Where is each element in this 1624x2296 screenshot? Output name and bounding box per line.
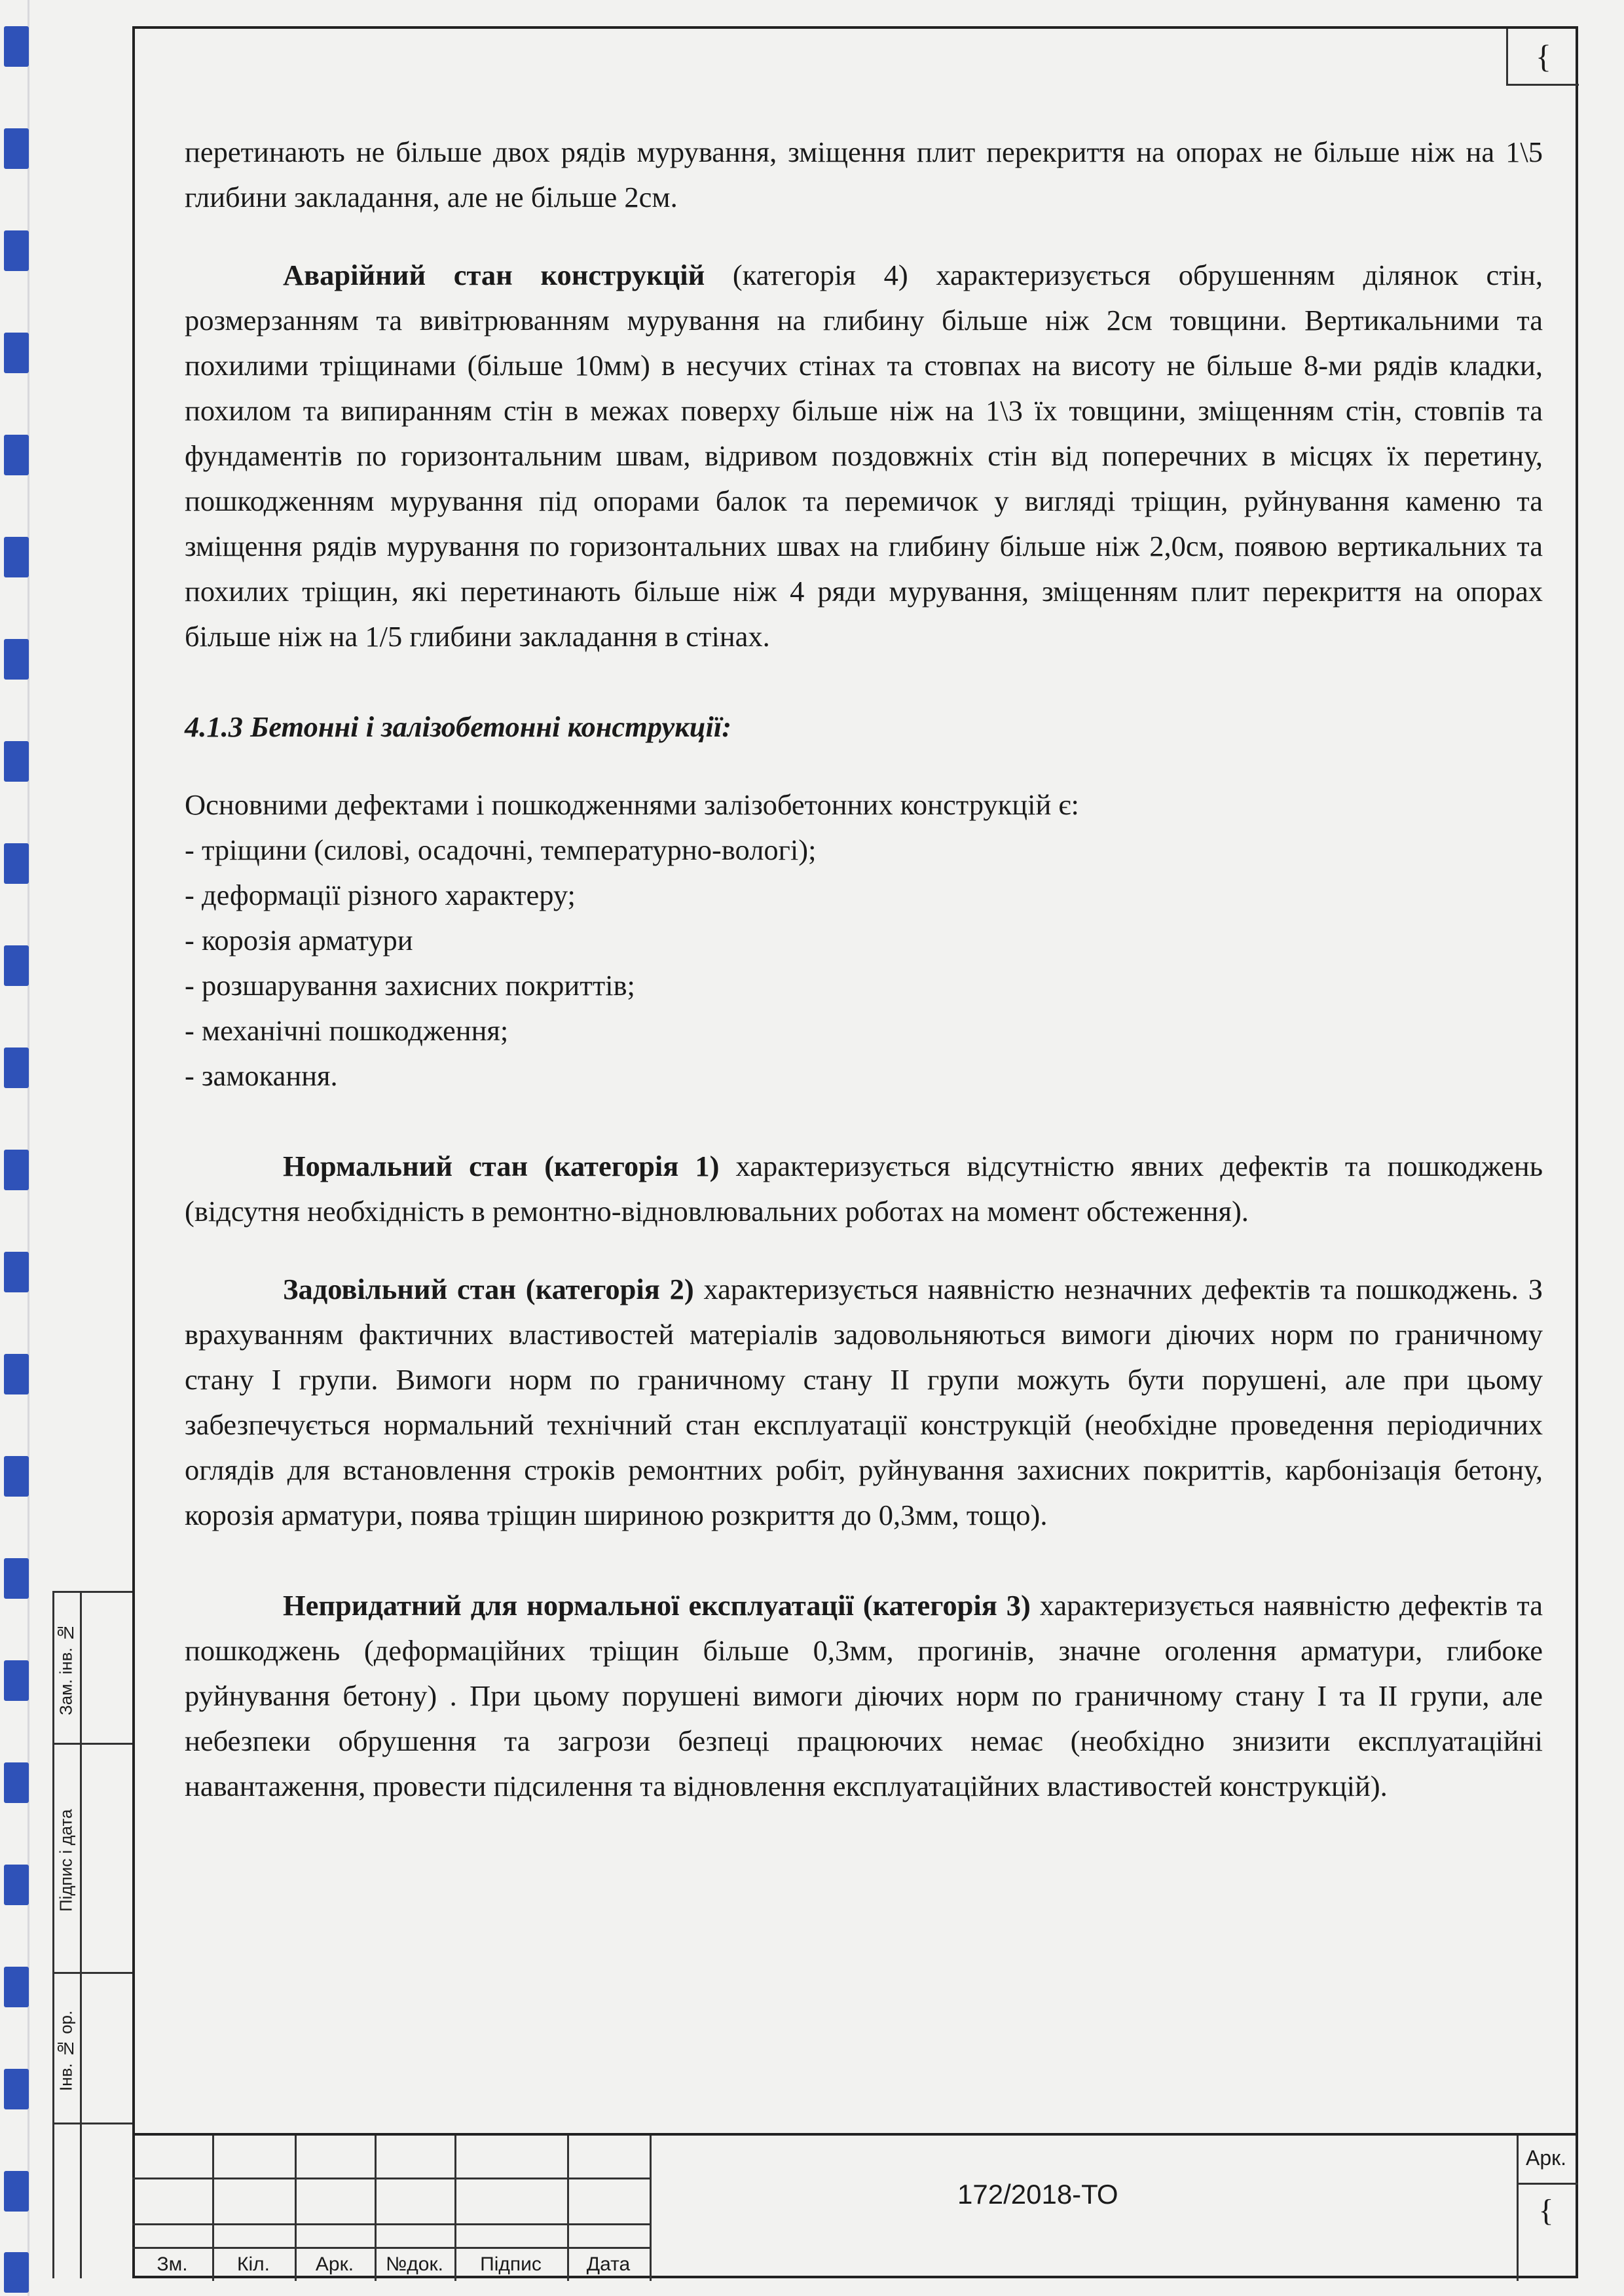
binding-tab	[4, 537, 29, 577]
side-label-signature-date: Підпис і дата	[56, 1809, 76, 1912]
side-strip-line	[52, 1972, 132, 1974]
binding-tab	[4, 128, 29, 169]
stamp-col-sheet: Арк.	[315, 2253, 354, 2275]
binding-tab	[4, 945, 29, 986]
paragraph-text: (категорія 4) характеризується обрушенням ділянок стін, розмерзанням та вивітрюванням мурування на глибину більше ніж 2см товщини. Вертикальними та похилими тріщинами (більше 10мм) в несучих стінах та стовпах на висоту не більше 8-ми рядів кладки, похилом та випиранням стін в межах поверху більше ніж на 1\3 їх товщини, зміщенням стін, стовпів та фундаментів по горизонтальним швам, відривом поздовжніх стін від поперечних в місцях їх перетину, пошкодженням мурування під опорами балок та перемичок у вигляді тріщин, руйнування каменю та зміщення рядів мурування по горизонтальних швах на глибину більше ніж 2,0см, появою вертикальних та похилих тріщин, які перетинають більше ніж 4 ряди мурування, зміщенням плит перекриття на опорах більше ніж на 1/5 глибини закладання в стінах.	[185, 259, 1543, 653]
list-item: - механічні пошкодження;	[185, 1014, 509, 1047]
stamp-col-doc: №док.	[386, 2253, 443, 2275]
binding-tab	[4, 1150, 29, 1190]
binding-tab	[4, 1456, 29, 1497]
document-body	[185, 130, 1543, 1809]
binding-tab	[4, 1354, 29, 1394]
stamp-line	[650, 2136, 652, 2281]
term-normal-state: Нормальний стан (категорія 1)	[283, 1150, 720, 1182]
stamp-line	[132, 2247, 650, 2249]
list-item: - корозія арматури	[185, 924, 413, 957]
paragraph-text: характеризується відсутністю явних дефектів та пошкоджень (відсутня необхідність в ремонтно-відновлювальних роботах на момент обстеження).	[185, 1150, 1543, 1228]
stamp-line	[132, 2223, 650, 2225]
section-heading: 4.1.3 Бетонні і залізобетонні конструкції:	[185, 710, 732, 743]
defects-intro: Основними дефектами і пошкодженнями залізобетонних конструкцій є:	[185, 788, 1079, 821]
title-block	[132, 2133, 1578, 2281]
term-unfit-state: Непридатний для нормальної експлуатації (категорія 3)	[283, 1589, 1031, 1622]
binding-tab	[4, 2069, 29, 2109]
binding-tab	[4, 26, 29, 67]
binding-tab	[4, 333, 29, 373]
binding-tab	[4, 741, 29, 782]
term-satisfactory-state: Задовільний стан (категорія 2)	[283, 1273, 694, 1305]
document-number: 172/2018-ТО	[957, 2179, 1118, 2210]
binding-tab	[4, 1558, 29, 1599]
page-corner-mark: {	[1506, 29, 1579, 86]
stamp-col-signature: Підпис	[480, 2253, 542, 2275]
list-item: - тріщини (силові, осадочні, температурно-вологі);	[185, 833, 817, 866]
binding-tab	[4, 1967, 29, 2007]
binding-tab	[4, 2171, 29, 2212]
side-label-replacement-inventory: Зам. інв. №	[56, 1623, 76, 1716]
sheet-number: {	[1538, 2193, 1554, 2228]
side-strip-line	[52, 1743, 132, 1745]
binding-tab	[4, 843, 29, 884]
stamp-col-change: Зм.	[157, 2253, 188, 2275]
binding-tab	[4, 435, 29, 475]
binding-tab	[4, 1048, 29, 1088]
side-strip-line	[52, 2123, 132, 2124]
stamp-col-date: Дата	[586, 2253, 631, 2275]
paragraph-normal-state	[185, 1144, 1543, 1234]
paragraph-satisfactory-state	[185, 1267, 1543, 1538]
paragraph-text: характеризується наявністю незначних дефектів та пошкоджень. З врахуванням фактичних властивостей матеріалів задовольняються вимоги діючих норм по граничному стану І групи. Вимоги норм по граничному стану ІІ групи можуть бути порушені, але при цьому забезпечується нормальний технічний стан експлуатації конструкцій (необхідне проведення періодичних оглядів для встановлення строків ремонтних робіт, руйнування захисних покриттів, карбонізація бетону, корозія арматури, поява тріщин шириною розкриття до 0,3мм, тощо).	[185, 1273, 1543, 1531]
paragraph-continuation: перетинають не більше двох рядів мурування, зміщення плит перекриття на опорах не більше ніж на 1\5 глибини закладання, але не більше 2см.	[185, 136, 1543, 213]
binding-tab	[4, 230, 29, 271]
list-item: - деформації різного характеру;	[185, 879, 576, 911]
binding-tab	[4, 1762, 29, 1803]
binding-tab	[4, 1660, 29, 1701]
spiral-binding	[0, 0, 39, 2296]
list-item: - замокання.	[185, 1059, 338, 1092]
stamp-line	[132, 2178, 650, 2179]
term-emergency-state: Аварійний стан конструкцій	[283, 259, 705, 291]
list-item: - розшарування захисних покриттів;	[185, 969, 635, 1002]
binding-tab	[4, 1865, 29, 1905]
binding-tab	[4, 2252, 29, 2293]
stamp-col-count: Кіл.	[237, 2253, 270, 2275]
binding-tab	[4, 639, 29, 680]
side-strip-line	[80, 1591, 82, 2278]
side-strip-line	[52, 1591, 132, 1593]
paragraph-emergency-state	[185, 253, 1543, 659]
binding-tab	[4, 1252, 29, 1292]
paragraph-text: характеризується наявністю дефектів та пошкоджень (деформаційних тріщин більше 0,3мм, прогинів, значне оголення арматури, глибоке руйнування бетону) . При цьому порушені вимоги діючих норм по граничному стану І та ІІ групи, але небезпеки обрушення та загрози безпеці працюючих немає (необхідно знизити експлуатаційні навантаження, провести підсилення та відновлення експлуатаційних властивостей конструкцій).	[185, 1589, 1543, 1802]
stamp-line	[1517, 2183, 1578, 2185]
sheet-label: Арк.	[1525, 2146, 1567, 2170]
side-label-original-inventory: Інв. № ор.	[56, 2010, 76, 2091]
paragraph-unfit-state	[185, 1583, 1543, 1809]
